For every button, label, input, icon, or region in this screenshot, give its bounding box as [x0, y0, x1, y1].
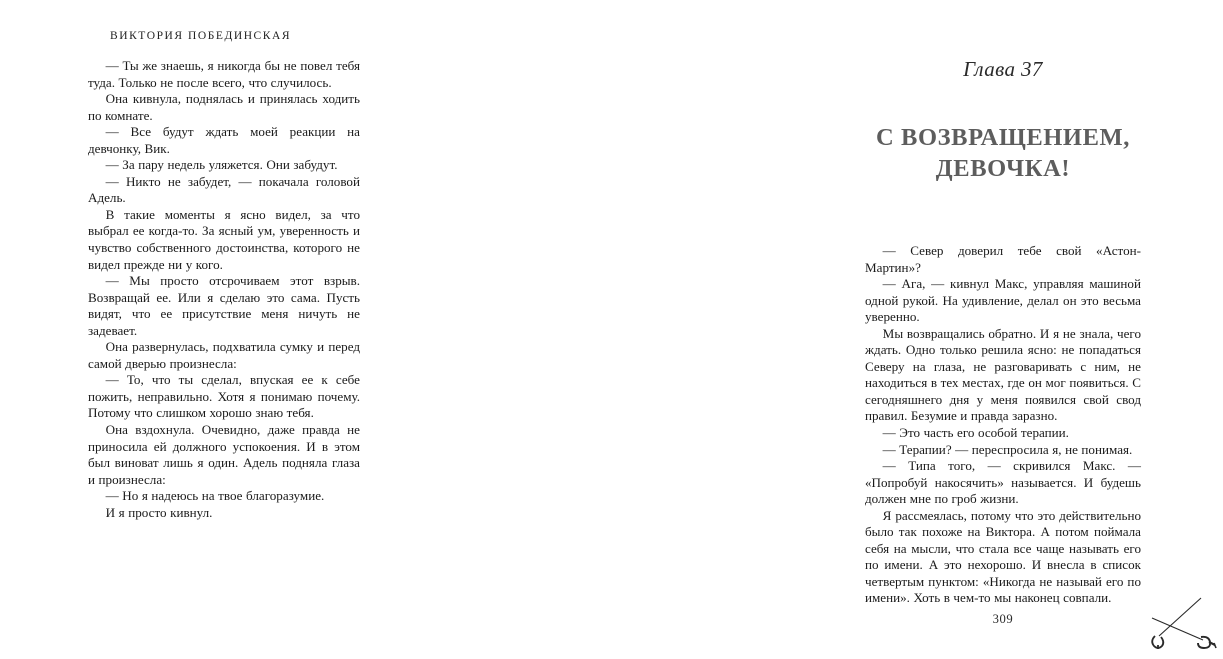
paragraph: — Все будут ждать моей реакции на девчонку, Вик.	[88, 124, 360, 156]
paragraph: — Мы просто отсрочиваем этот взрыв. Возвращай ее. Или я сделаю это сама. Пусть видят, что ее присутствие меня ничуть не задевает.	[88, 273, 360, 338]
chapter-title-line-1: С ВОЗВРАЩЕНИЕМ,	[876, 124, 1130, 151]
paragraph: Я рассмеялась, потому что это действительно было так похоже на Виктора. А потом поймала себя на мысли, что стала все чаще называть его по имени. А это нехорошо. И внесла в список четвертым пунктом: «Никогда не называй его по имени». Хоть в чем-то мы наконец совпали.	[865, 507, 1141, 606]
chapter-title	[845, 122, 1161, 184]
right-page-textblock	[865, 243, 1141, 607]
paragraph: В такие моменты я ясно видел, за что выбрал ее когда-то. За ясный ум, уверенность и чувство собственного достоинства, которого не видел прежде ни у кого.	[88, 206, 360, 272]
paragraph: — Север доверил тебе свой «Астон-Мартин»?	[865, 243, 1141, 275]
left-page	[0, 0, 410, 656]
paragraph: — За пару недель уляжется. Они забудут.	[105, 157, 338, 173]
chapter-title-line-2: ДЕВОЧКА!	[935, 155, 1071, 182]
paragraph: — Ты же знаешь, я никогда бы не повел тебя туда. Только не после всего, что случилось.	[88, 58, 360, 90]
paragraph: — Это часть его особой терапии.	[882, 425, 1069, 441]
crossed-swords-ornament	[1145, 596, 1223, 654]
paragraph: Мы возвращались обратно. И я не знала, чего ждать. Одно только решила ясно: не попадаться Северу на глаза, не разговаривать с ним, не находиться в тех местах, где он мог появиться. С сегодняшнего дня у меня появился свой свод правил. Безумие и правда заразно.	[865, 325, 1141, 424]
paragraph: Она вздохнула. Очевидно, даже правда не приносила ей должного успокоения. И в этом был виноват лишь я один. Адель подняла глаза и произнесла:	[88, 422, 360, 487]
paragraph: — Типа того, — скривился Макс. — «Попробуй накосячить» называется. И будешь должен мне по гроб жизни.	[865, 458, 1141, 507]
paragraph: — Терапии? — переспросила я, не понимая.	[882, 441, 1133, 457]
paragraph: Она развернулась, подхватила сумку и перед самой дверью произнесла:	[88, 339, 360, 371]
paragraph: — То, что ты сделал, впуская ее к себе пожить, неправильно. Хотя я понимаю почему. Потому что слишком хорошо знаю тебя.	[88, 372, 360, 421]
running-head: ВИКТОРИЯ ПОБЕДИНСКАЯ	[110, 30, 292, 42]
chapter-number: Глава 37	[963, 57, 1043, 81]
right-page	[410, 0, 1141, 656]
paragraph: Она кивнула, поднялась и принялась ходить по комнате.	[88, 91, 360, 123]
left-page-textblock	[88, 58, 360, 521]
paragraph: — Никто не забудет, — покачала головой Адель.	[88, 173, 360, 206]
paragraph: И я просто кивнул.	[105, 504, 213, 520]
paragraph: — Ага, — кивнул Макс, управляя машиной одной рукой. На удивление, делал он это весьма уверенно.	[865, 276, 1141, 325]
paragraph: — Но я надеюсь на твое благоразумие.	[105, 488, 325, 504]
page-number: 309	[992, 612, 1014, 626]
